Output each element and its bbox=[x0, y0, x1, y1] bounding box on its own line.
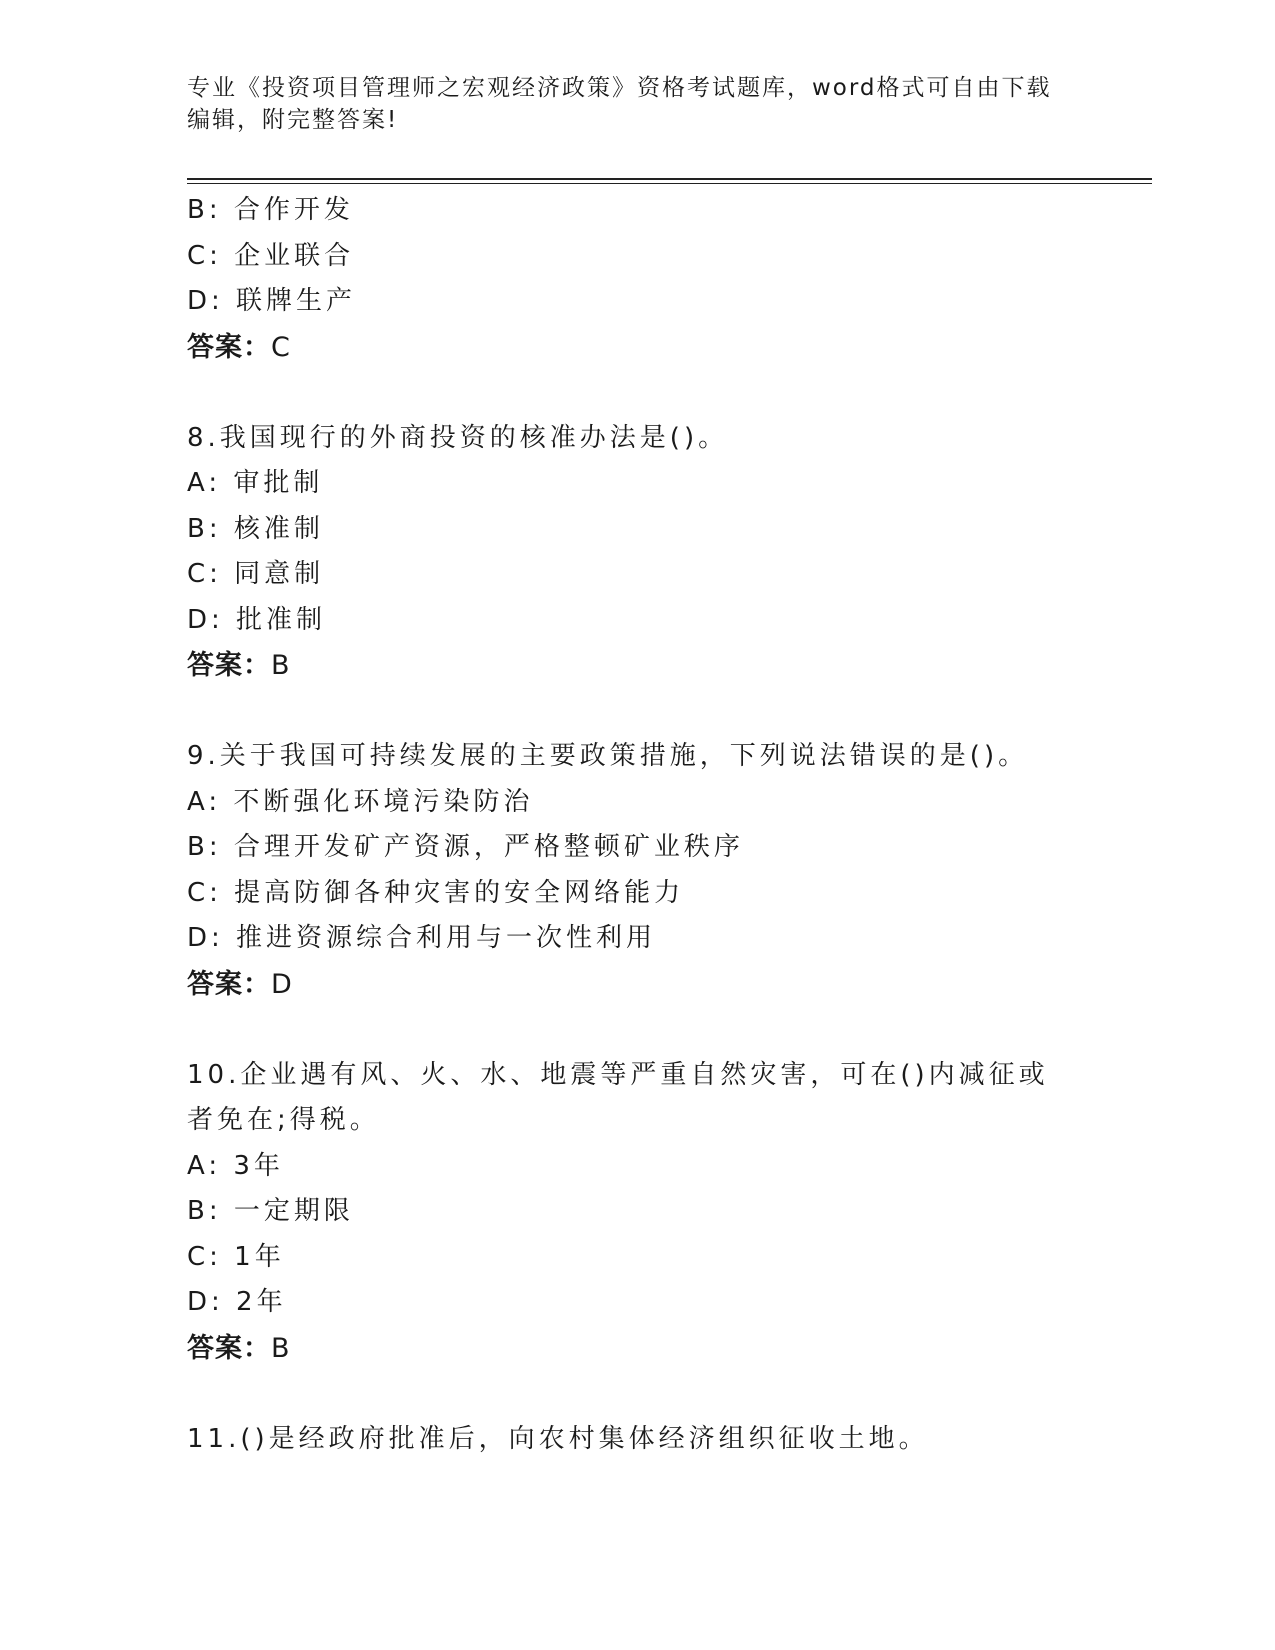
option-d: D: 联牌生产 bbox=[187, 286, 357, 316]
option-b: B: 一定期限 bbox=[187, 1196, 354, 1226]
question-block-7 bbox=[187, 188, 1087, 371]
option-c: C: 同意制 bbox=[187, 559, 325, 589]
question-block-11 bbox=[187, 1417, 1087, 1463]
option-b: B: 合作开发 bbox=[187, 195, 354, 225]
answer-label: 答案： bbox=[187, 331, 271, 363]
header-rule-thin bbox=[187, 183, 1152, 184]
question-block-10 bbox=[187, 1053, 1087, 1372]
question-block-9 bbox=[187, 734, 1087, 1008]
option-d: D: 推进资源综合利用与一次性利用 bbox=[187, 923, 657, 953]
answer-line bbox=[187, 962, 1087, 1008]
question-list bbox=[187, 188, 1087, 1462]
option-a: A: 3年 bbox=[187, 1150, 284, 1181]
option-c: C: 企业联合 bbox=[187, 240, 355, 271]
option-a: A: 不断强化环境污染防治 bbox=[187, 786, 534, 817]
option-c: C: 提高防御各种灾害的安全网络能力 bbox=[187, 877, 685, 908]
answer-value: B bbox=[271, 1332, 291, 1364]
document-header: 专业《投资项目管理师之宏观经济政策》资格考试题库，word格式可自由下载编辑，附完整答案! bbox=[187, 75, 1052, 133]
question-text: 11.()是经政府批准后，向农村集体经济组织征收土地。 bbox=[187, 1423, 929, 1454]
option-d: D: 2年 bbox=[187, 1287, 287, 1317]
question-text: 9.关于我国可持续发展的主要政策措施，下列说法错误的是()。 bbox=[187, 741, 1029, 771]
answer-line bbox=[187, 325, 1087, 371]
question-block-8 bbox=[187, 416, 1087, 690]
option-a: A: 审批制 bbox=[187, 468, 324, 498]
header-rule-thick bbox=[187, 178, 1152, 180]
option-b: B: 合理开发矿产资源，严格整顿矿业秩序 bbox=[187, 832, 744, 862]
option-c: C: 1年 bbox=[187, 1241, 285, 1272]
answer-label: 答案： bbox=[187, 968, 271, 1000]
answer-line bbox=[187, 1326, 1087, 1372]
answer-label: 答案： bbox=[187, 650, 271, 681]
answer-line bbox=[187, 643, 1087, 689]
option-b: B: 核准制 bbox=[187, 513, 324, 544]
answer-label: 答案： bbox=[187, 1332, 271, 1364]
answer-value: D bbox=[271, 968, 293, 1000]
answer-value: B bbox=[271, 650, 291, 681]
question-text: 10.企业遇有风、火、水、地震等严重自然灾害，可在()内减征或者免在;得税。 bbox=[187, 1059, 1049, 1135]
question-text: 8.我国现行的外商投资的核准办法是()。 bbox=[187, 422, 729, 453]
option-d: D: 批准制 bbox=[187, 604, 327, 635]
answer-value: C bbox=[271, 331, 291, 363]
